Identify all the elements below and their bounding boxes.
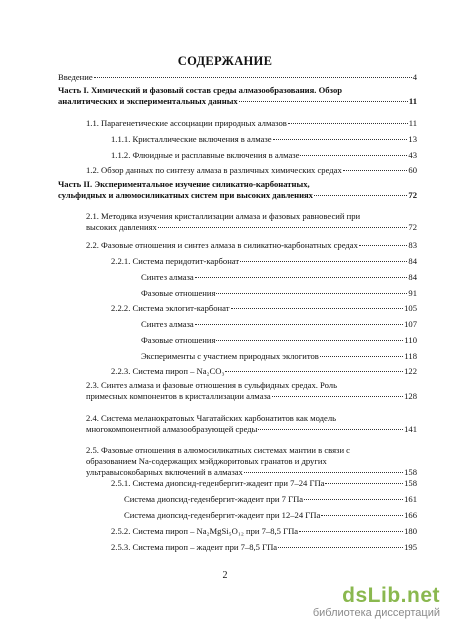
toc-entry-title: 2.2. Фазовые отношения и синтез алмаза в силикатно-карбонатных средах (86, 240, 358, 250)
leader-dots (314, 195, 407, 196)
toc-entry[interactable] (111, 134, 417, 145)
toc-entry-page: 72 (408, 189, 417, 200)
toc-entry-title: Система диопсид-геденбергит-жадеит при 12–24 ГПа (124, 510, 321, 520)
toc-entry-page: 43 (408, 150, 417, 160)
watermark (313, 585, 440, 619)
toc-entry-title: 1.1. Парагенетические ассоциации природных алмазов (86, 118, 287, 128)
leader-dots (325, 483, 403, 484)
leader-dots (304, 499, 403, 500)
toc-entry-page: 105 (404, 303, 417, 313)
toc-entry-page: 141 (404, 423, 417, 434)
toc-entry-page: 84 (408, 256, 417, 266)
toc-entry-title: Фазовые отношения (141, 288, 216, 298)
toc-entry[interactable] (86, 380, 417, 402)
toc-entry-page: 13 (408, 134, 417, 144)
toc-entry-title: 1.1.1. Кристаллические включения в алмазе (111, 134, 272, 144)
leader-dots (343, 170, 408, 171)
toc-entry-title: Введение (58, 72, 93, 82)
toc-entry-title-line: Часть II. Экспериментальное изучение силикатно-карбонатных, (58, 179, 310, 189)
toc-entry[interactable] (141, 335, 417, 346)
watermark-subtitle: библиотека диссертаций (312, 607, 440, 619)
toc-entry-title: примесных компонентов в кристаллизации алмаза (86, 390, 271, 401)
leader-dots (359, 245, 408, 246)
leader-dots (321, 515, 403, 516)
page-title: СОДЕРЖАНИЕ (177, 54, 273, 68)
toc-entry-page: 11 (408, 95, 417, 106)
toc-entry-page: 166 (404, 510, 417, 520)
toc-entry-title: многокомпонентной алмазообразующей среды (86, 423, 258, 434)
toc-entry-page: 91 (408, 288, 417, 298)
toc-entry-page: 107 (404, 319, 417, 329)
leader-dots (158, 227, 408, 228)
toc-entry-title: 2.5.1. Система диопсид-геденбергит-жадеит при 7–24 ГПа (111, 478, 325, 488)
toc-entry-title: Синтез алмаза (141, 319, 194, 329)
toc-entry-page: 72 (408, 221, 417, 232)
toc-entry[interactable] (86, 240, 417, 251)
toc-entry-title: Синтез алмаза (141, 272, 194, 282)
toc-entry[interactable] (111, 256, 417, 267)
leader-dots (225, 371, 403, 372)
toc-entry[interactable] (58, 72, 417, 83)
toc-entry-title-line: 2.4. Система меланократовых Чагатайских карбонатитов как модель (86, 413, 337, 423)
leader-dots (300, 155, 407, 156)
leader-dots (195, 277, 408, 278)
toc-entry-page: 122 (404, 366, 417, 376)
toc-entry[interactable] (111, 478, 417, 489)
toc-entry[interactable] (141, 351, 417, 362)
toc-entry-page: 180 (404, 526, 417, 536)
page-number: 2 (222, 570, 228, 581)
toc-entry[interactable] (111, 303, 417, 314)
leader-dots (216, 293, 407, 294)
toc-entry[interactable] (141, 272, 417, 283)
toc-entry[interactable] (86, 413, 417, 435)
toc-entry-page: 4 (412, 72, 417, 82)
toc-entry[interactable] (86, 211, 417, 233)
toc-entry-title: ультравысокобарных включений в алмазах (86, 466, 243, 477)
toc-entry-page: 161 (404, 494, 417, 504)
toc-entry-title-line: образованием Na-содержащих мэйджоритовых гранатов и других (86, 455, 327, 466)
toc-entry-title-line: 2.5. Фазовые отношения в алюмосиликатных системах мантии в связи с (86, 445, 351, 455)
toc-entry-title: Система диопсид-геденбергит-жадеит при 7 ГПа (124, 494, 304, 504)
toc-entry-page: 128 (404, 390, 417, 401)
toc-entry-page: 84 (408, 272, 417, 282)
watermark-logo: dsLib.net (342, 584, 440, 607)
toc-entry[interactable] (124, 494, 417, 505)
toc-entry[interactable] (111, 526, 417, 537)
toc-entry-title: Эксперименты с участием природных эклогитов (141, 351, 319, 361)
toc-entry[interactable] (141, 288, 417, 299)
leader-dots (94, 77, 412, 78)
toc-entry-title: Фазовые отношения (141, 335, 216, 345)
toc-entry-title-line: 2.3. Синтез алмаза и фазовые отношения в сульфидных средах. Роль (86, 380, 337, 390)
toc-entry-title: 2.2.1. Система перидотит-карбонат (111, 256, 240, 266)
toc-entry-title: сульфидных и алюмосиликатных систем при высоких давлениях (58, 189, 313, 200)
toc-entry[interactable] (111, 150, 417, 161)
leader-dots (278, 547, 403, 548)
toc-entry-page: 195 (404, 542, 417, 552)
toc-entry-title: высоких давлениях (86, 221, 157, 232)
toc-entry[interactable] (86, 118, 417, 129)
toc-entry[interactable] (58, 85, 417, 107)
toc-entry-title: аналитических и экспериментальных данных (58, 95, 238, 106)
toc-entry-page: 110 (404, 335, 417, 345)
toc-entry[interactable] (111, 366, 417, 377)
leader-dots (239, 101, 408, 102)
toc-entry[interactable] (58, 179, 417, 201)
leader-dots (258, 429, 403, 430)
toc-entry-title: 1.2. Обзор данных по синтезу алмаза в различных химических средах (86, 165, 342, 175)
leader-dots (320, 356, 404, 357)
toc-entry-page: 11 (408, 118, 417, 128)
toc-entry[interactable] (86, 165, 417, 176)
toc-entry[interactable] (141, 319, 417, 330)
toc-entry-title: 1.1.2. Флюидные и расплавные включения в алмазе (111, 150, 300, 160)
toc-entry-page: 60 (408, 165, 417, 175)
toc-entry-title-line: Часть I. Химический и фазовый состав среды алмазообразования. Обзор (58, 85, 343, 95)
leader-dots (231, 308, 404, 309)
leader-dots (195, 324, 403, 325)
toc-entry-title: 2.2.2. Система эклогит-карбонат (111, 303, 230, 313)
leader-dots (244, 472, 403, 473)
toc-entry-title: 2.5.3. Система пироп – жадеит при 7–8,5 ГПа (111, 542, 278, 552)
toc-entry-title: 2.2.3. Система пироп – Na₂CO₃ (111, 366, 225, 376)
toc-entry[interactable] (111, 542, 417, 553)
leader-dots (240, 261, 407, 262)
leader-dots (216, 340, 403, 341)
toc-entry-title: 2.5.2. Система пироп – Na₂MgSi₅O₁₂ при 7–8,5 ГПа (111, 526, 299, 536)
toc-entry-title-line: 2.1. Методика изучения кристаллизации алмаза и фазовых равновесий при (86, 211, 361, 221)
toc-entry-page: 158 (404, 466, 417, 477)
toc-entry-page: 118 (404, 351, 417, 361)
leader-dots (299, 531, 403, 532)
toc-entry[interactable] (86, 445, 417, 477)
toc-entry-page: 83 (408, 240, 417, 250)
leader-dots (273, 139, 408, 140)
toc-entry-page: 158 (404, 478, 417, 488)
leader-dots (288, 123, 408, 124)
toc-entry[interactable] (124, 510, 417, 521)
leader-dots (272, 396, 403, 397)
